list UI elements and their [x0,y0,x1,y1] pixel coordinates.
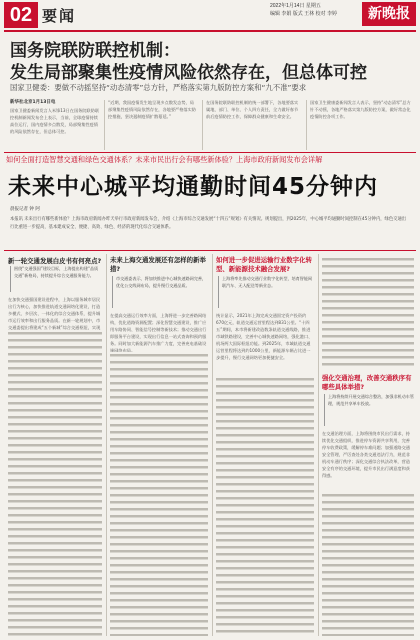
column-divider [202,100,203,150]
col3-body: 统计显示，2021年上海完成交通固定资产投资约670亿元，轨道交通运营里程达到831公里。“十四五”期间，本市将新建改造数条轨道交通线路，推进市域铁路建设，完善中心城快速路网络，强化港口、机场两大国际枢纽功能。到2025年，市域轨道交通运营里程将达到约1000公里，新能源车辆占比进一步提升，慢行交通网络更加便捷安全。 [216,313,313,360]
feature-headline[interactable]: 未来中心城平均通勤时间45分钟内 [8,174,379,200]
column-divider [212,254,213,636]
feature-byline: 晨报记者 钟 阿 [10,207,40,212]
col4-body-continued [322,492,414,636]
col2-quote: 市交通委表示，将加快推进中心城快速路网完善，优化公交线网布局，提升慢行交通品质。 [112,276,208,308]
col2-heading[interactable]: 未来上海交通发展还有怎样的新举措? [110,256,206,273]
lead-column-1: 国家卫健委新闻发言人米锋13日在国务院联防联控机制新闻发布会上表示，当前，全球疫情持续高位运行，国内疫情多点散发，局部聚集性疫情的风险依然存在，但总体可控。 [10,108,100,134]
col1-body-continued [8,330,102,636]
col1-heading[interactable]: 新一轮交通发展白皮书有何亮点? [8,257,102,265]
newspaper-logo: 新晚报 [362,2,416,26]
col1-body: 在加快交通强国建设进程中，上海以服务城市居民出行为核心，加快推进轨道交通网络化建设，打造多模式、多层次、一体化的综合交通体系，提升城市运行效率和出行服务品质。在新一轮规划中，市交通委提出将建成“五个新城”综合交通枢纽，实现 [8,297,101,330]
column-divider [318,254,319,636]
feature-rule [4,250,416,251]
feature-kicker: 如何全面打造智慧交通和绿色交通体系？未来市民出行会有哪些新体验？上海市政府新闻发布会详解 [6,155,323,164]
lead-headline-line1[interactable]: 国务院联防联控机制： [10,41,180,61]
lead-column-2: “近期，我国疫情发生地呈现多点散发态势，局部聚集性疫情风险依然存在，各地要严格落实防控措施，坚决遏制疫情扩散蔓延。” [108,100,196,119]
page-number: 02 [4,2,38,28]
col4-lead-text [322,256,414,370]
lead-column-3: 在国务院联防联控机制的统一部署下，各地要落实属地、部门、单位、个人四方责任，全力做好春节前后疫情防控工作，保障群众健康和生命安全。 [206,100,299,119]
feature-intro: 本报讯 未来出行有哪些新体验？上海市政府新闻办昨天举行市政府新闻发布会，介绍《上海市综合交通发展“十四五”规划》有关情况。规划提出，到2025年，中心城平均通勤时间控制在45分钟内，绿色交通出行比重进一步提高，基本建成安全、便捷、高效、绿色、经济的现代化综合交通体系。 [10,217,407,230]
lead-headline-line2[interactable]: 发生局部聚集性疫情风险依然存在，但总体可控 [10,63,367,83]
lead-byline: 新华社北京1月13日电 [10,100,56,105]
date-line: 2022年1月14日 星期五 [270,3,321,9]
col4-heading[interactable]: 强化交通治理，改善交通秩序有哪些具体举措? [322,374,412,391]
column-divider [106,254,107,636]
section-title: 要闻 [42,7,77,25]
col3-body-continued [216,376,314,636]
col4-body: 在交通治理方面，上海将围绕市民出行需求，持续优化交通组织，推进停车资源共享利用，完善停车收费政策，缓解停车难问题；加强道路交通安全管理，严厉查处各类交通违法行为，规范非机动车通行秩序；深化交通综合执法改革，营造安全有序的交通环境，提升市民出行满意度和获得感。 [322,431,410,478]
col3-quote: 上海将率先推动交通行业数字化转型，培育智能网联汽车、无人配送等新业态。 [218,276,314,308]
section-rule [4,152,416,153]
col1-quote: 围绕“交通强国”建设目标，上海提出构建“品质交通”新格局，持续提升综合交通服务能力。 [10,266,102,292]
lead-subheadline: 国家卫健委：要做不动摇坚持“动态清零”总方针，严格落实第九版防控方案和“九不准”要求 [10,83,307,92]
col3-heading[interactable]: 如何进一步促进运输行业数字化转型、新能源技术融合发展? [216,256,312,273]
col4-quote: 上海将持续开展交通综合整治，加强非机动车管理，规范共享单车投放。 [324,394,416,426]
column-divider [104,100,105,150]
col2-body: 在提高交通运行效率方面，上海将进一步完善路网结构，优化道路资源配置；深化智慧交通建设，推广应用车路协同、智能信号控制等新技术；推动交通出行即服务平台建设，实现出行信息一站式查询和预约服务。同时加大新能源汽车推广力度，完善充电基础设施网络布局。 [110,313,207,352]
publication-line: 编辑 李娟 版式 王林 校对 李婷 [270,11,337,17]
col2-body-continued [110,352,208,636]
masthead-rule [4,30,416,32]
lead-column-4: 国家卫生健康委新闻发言人表示，坚持“动态清零”总方针不动摇，各地严格落实第九版防控方案，做好常态化疫情防控各项工作。 [310,100,411,119]
column-divider [306,100,307,150]
